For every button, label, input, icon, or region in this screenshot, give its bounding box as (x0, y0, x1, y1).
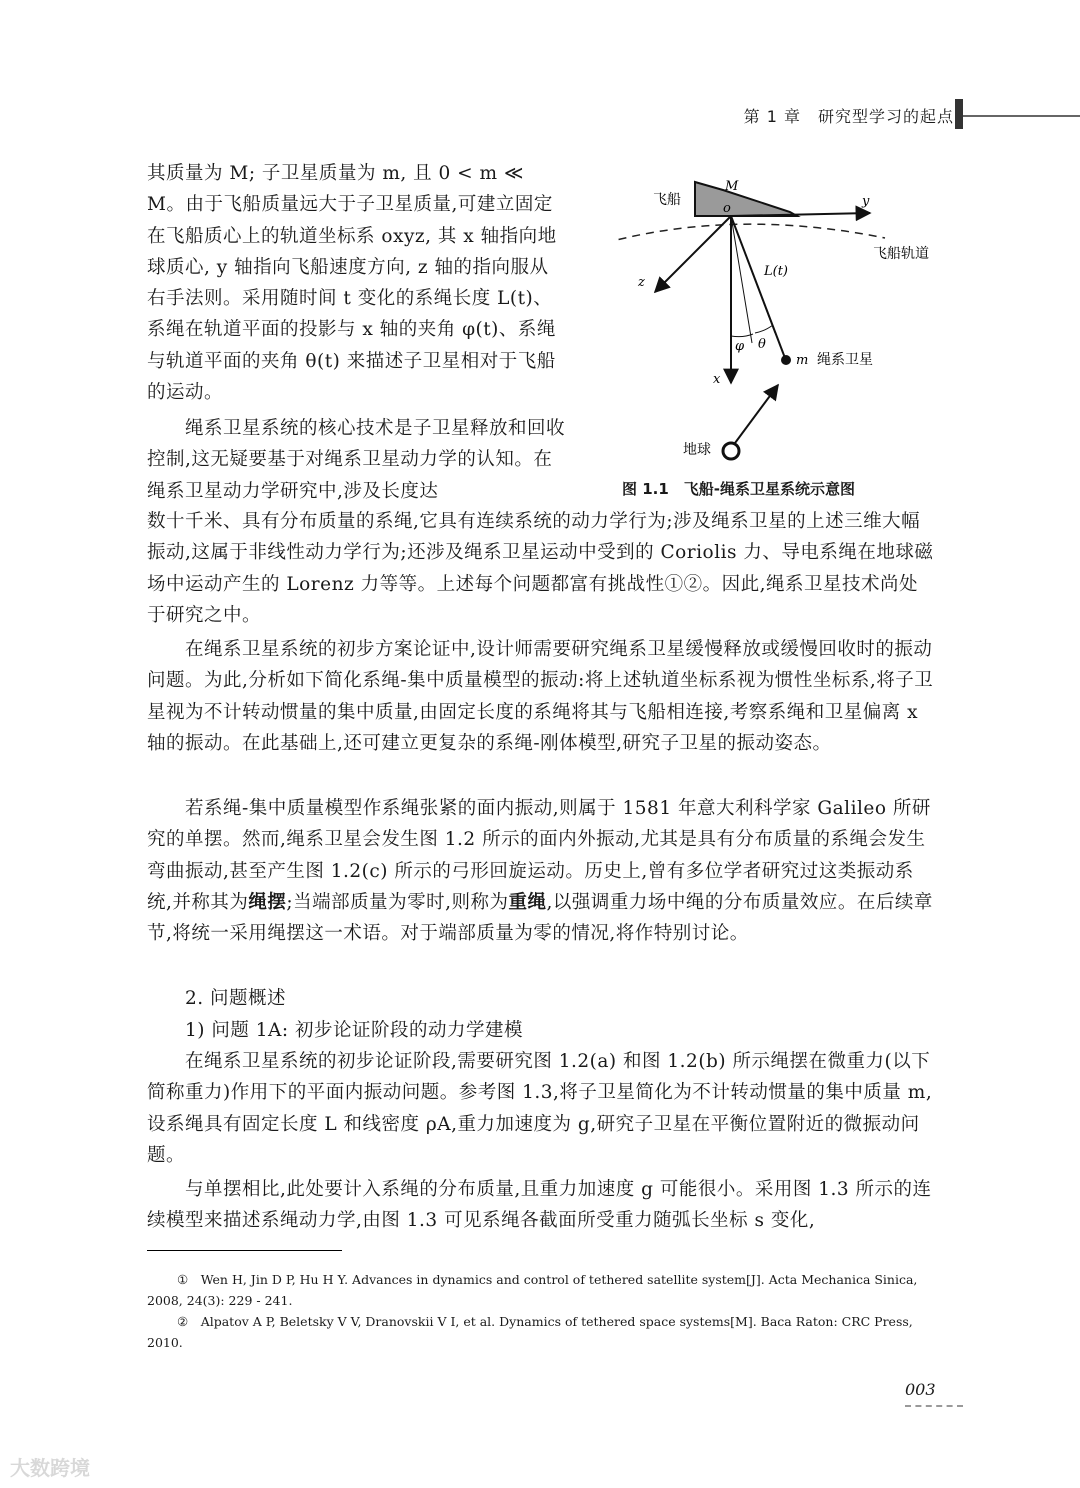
term-zhongsheng: 重绳 (508, 891, 547, 913)
label-phi: φ (735, 339, 745, 354)
p4-text-2: ;当端部质量为零时,则称为 (286, 891, 509, 913)
header-bar (955, 99, 963, 129)
figure-1-1 (615, 168, 945, 468)
paragraph-1: 其质量为 M; 子卫星质量为 m, 且 0 < m ≪ M。由于飞船质量远大于子卫星质量,可建立固定在飞船质心上的轨道坐标系 oxyz, 其 x 轴指向地球质心, y 轴指向飞船速度方向, z 轴的指向服从右手法则。采用随时间 t 变化的系绳长度 L(t)、系绳在轨道平面的投影与 x 轴的夹角 φ(t)、系绳与轨道平面的夹角 θ(t) 来描述子卫星相对于飞船的运动。 (147, 163, 557, 404)
term-shengbai: 绳摆 (248, 891, 287, 913)
label-o: o (723, 201, 731, 216)
p4-text-3: ,以强调重力场中绳的分布质量效应。在后续章节,将统一采用绳摆这一术语。对于端部质量为零的情况,将作特别讨论。 (147, 891, 933, 945)
label-M: M (725, 179, 739, 194)
p4-text-1: 若系绳-集中质量模型作系绳张紧的面内振动,则属于 1581 年意大利科学家 Galileo 所研究的单摆。然而,绳系卫星会发生图 1.2 所示的面内外振动,尤其是具有分布质量的系绳会发生弯曲振动,甚至产生图 1.2(c) 所示的弓形回旋运动。历史上,曾有多位学者研究过这类振动系统,并称其为 (147, 798, 931, 913)
orbit-curve (615, 224, 885, 243)
label-y: y (862, 194, 870, 209)
paragraph-5: 在绳系卫星系统的初步论证阶段,需要研究图 1.2(a) 和图 1.2(b) 所示绳摆在微重力(以下简称重力)作用下的平面内振动问题。参考图 1.3,将子卫星简化为不计转动惯量的集中质量 m,设系绳具有固定长度 L 和线密度 ρA,重力加速度为 g,研究子卫星在平衡位置附近的微振动问题。 (147, 1051, 933, 1166)
footnote-rule (147, 1250, 342, 1251)
watermark: 大数跨境 (10, 1456, 90, 1480)
phi-arc (731, 334, 753, 337)
paragraph-2a: 绳系卫星系统的核心技术是子卫星释放和回收控制,这无疑要基于对绳系卫星动力学的认知。在绳系卫星动力学研究中,涉及长度达 (147, 418, 566, 502)
label-m: m (796, 353, 809, 368)
label-spacecraft: 飞船 (653, 192, 681, 208)
earth-circle (723, 443, 739, 459)
label-x: x (713, 372, 721, 387)
sub-satellite-dot (781, 355, 791, 365)
paragraph-3: 在绳系卫星系统的初步方案论证中,设计师需要研究绳系卫星缓慢释放或缓慢回收时的振动问题。为此,分析如下简化系绳-集中质量模型的振动:将上述轨道坐标系视为惯性坐标系,将子卫星视为不计转动惯量的集中质量,由固定长度的系绳将其与飞船相连接,考察系绳和卫星偏离 x 轴的振动。在此基础上,还可建立更复杂的系绳-刚体模型,研究子卫星的振动姿态。 (147, 639, 934, 754)
header-rule (963, 115, 1080, 117)
page-number: 003 (905, 1380, 936, 1399)
spacecraft-shape (695, 182, 797, 216)
section-heading: 2. 问题概述 (185, 988, 287, 1009)
footnote-1: ① Wen H, Jin D P, Hu H Y. Advances in dynamics and control of tethered satellite system[J]. Acta Mechanica Sinica, 2008, 24(3): 229 - 241. (147, 1272, 918, 1308)
subsection-heading: 1) 问题 1A: 初步论证阶段的动力学建模 (185, 1020, 523, 1041)
running-header: 第 1 章 研究型学习的起点 (743, 107, 954, 126)
paragraph-2b: 数十千米、具有分布质量的系绳,它具有连续系统的动力学行为;涉及绳系卫星的上述三维大幅振动,这属于非线性动力学行为;还涉及绳系卫星运动中受到的 Coriolis 力、导电系绳在地球磁场中运动产生的 Lorenz 力等等。上述每个问题都富有挑战性①②。因此,绳系卫星技术尚处于研究之中。 (147, 511, 934, 626)
label-orbit: 飞船轨道 (873, 246, 929, 262)
label-theta: θ (758, 337, 766, 352)
label-earth: 地球 (683, 442, 711, 458)
label-L: L(t) (764, 264, 789, 279)
footnote-2: ② Alpatov A P, Beletsky V V, Dranovskii V I, et al. Dynamics of tethered space systems[M]. Baca Raton: CRC Press, 2010. (147, 1314, 913, 1350)
earth-arrow (735, 385, 778, 443)
page-number-rule (905, 1405, 963, 1407)
theta-arc (755, 325, 773, 333)
label-tethered-satellite: 绳系卫星 (817, 352, 873, 368)
figure-caption: 图 1.1 飞船-绳系卫星系统示意图 (622, 480, 856, 498)
projection-line-1 (731, 216, 752, 343)
paragraph-6: 与单摆相比,此处要计入系绳的分布质量,且重力加速度 g 可能很小。采用图 1.3 所示的连续模型来描述系绳动力学,由图 1.3 可见系绳各截面所受重力随弧长坐标 s 变化, (147, 1179, 932, 1232)
label-z: z (638, 275, 645, 290)
paragraph-4 (147, 793, 937, 949)
